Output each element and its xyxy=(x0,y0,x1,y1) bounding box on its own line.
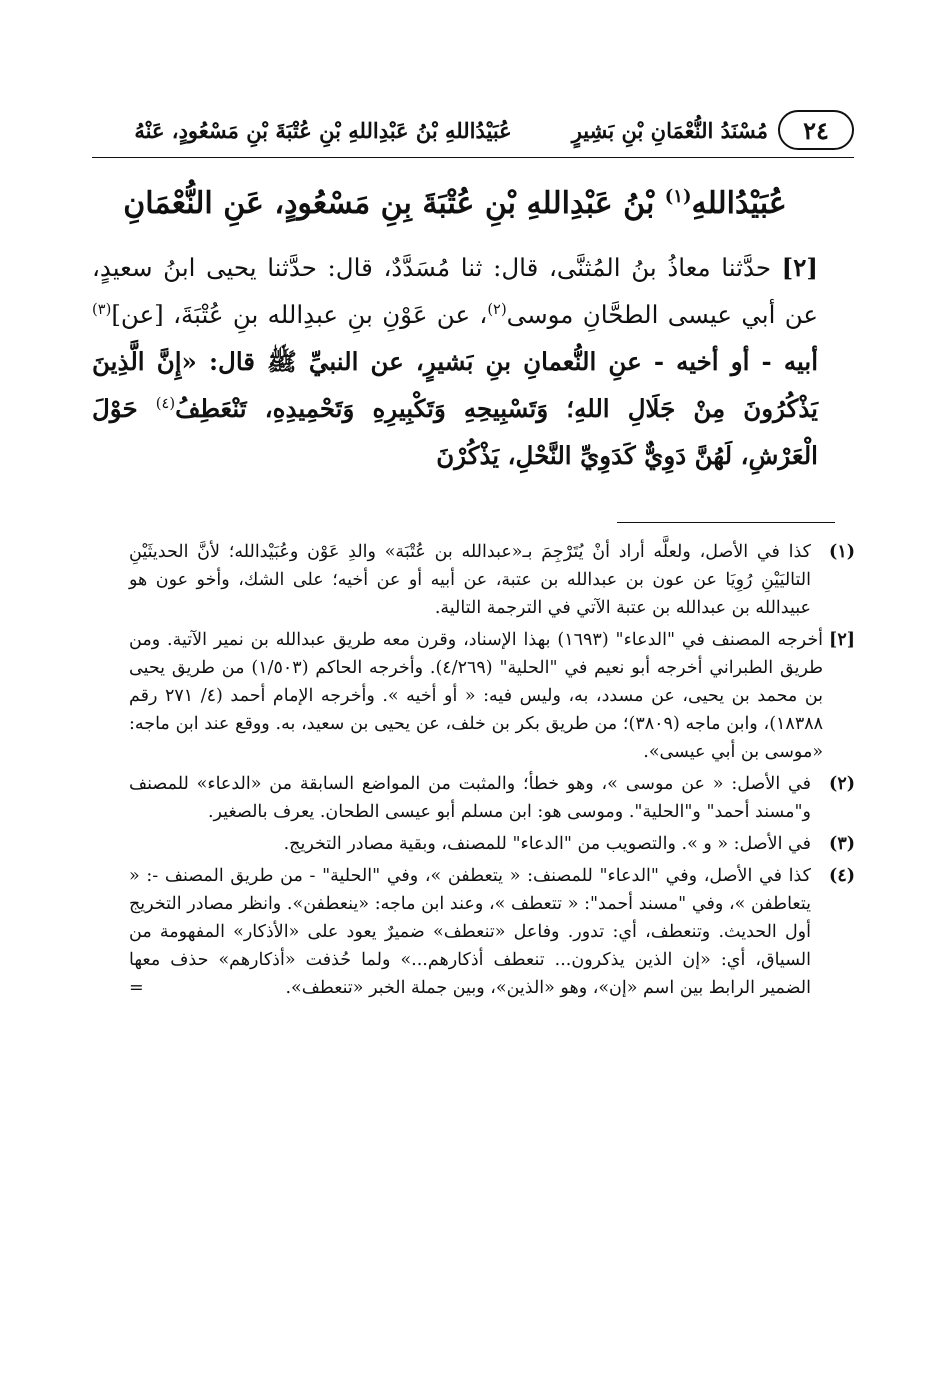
hadith-text-part-4: حَوْلَ الْعَرْشِ، لَهُنَّ دَوِيٌّ كَدَوِيِّ النَّحْلِ، يَذْكُرْنَ xyxy=(92,394,818,470)
hadith-text-part-2: ، عن عَوْنِ بنِ عبدِالله بنِ عُتْبَةَ، [عن] xyxy=(111,300,488,329)
footnote-4 xyxy=(129,862,855,1002)
running-header xyxy=(92,108,854,152)
footnote-text: في الأصل: « عن موسى »، وهو خطأ؛ والمثبت من المواضع السابقة من «الدعاء» للمصنف و"مسند أحمد" و"الحلية". وموسى هو: ابن مسلم أبو عيسى الطحان. يعرف بالصغير. xyxy=(129,774,811,822)
chapter-running-title: عُبَيْدُاللهِ بْنُ عَبْدِاللهِ بْنِ عُتْبَةَ بْنِ مَسْعُودٍ، عَنْهُ xyxy=(134,117,512,143)
chapter-title-part-a: عُبَيْدُاللهِ xyxy=(691,186,787,221)
footnote-ref-3[interactable]: (٣) xyxy=(92,300,112,318)
page-number: ٢٤ xyxy=(778,110,854,150)
footnote-number: (٣) xyxy=(829,834,855,854)
hadith-text xyxy=(92,244,818,479)
chapter-title-footnote-ref[interactable]: (١) xyxy=(664,186,692,207)
footnote-text-body: كذا في الأصل، وفي "الدعاء" للمصنف: « يتعطفن »، وفي "الحلية" - من طريق المصنف -: « يتعاطفن »، وفي "مسند أحمد": « تتعطف »، وعند ابن ماجه: «ينعطفن». وانظر مصادر التخريج أول الحديث. وتنعطف، أي: تدور. وفاعل «تنعطف» ضميرٌ يعود على «الأذكار» المفهومة من السياق، أي: «إن الذين يذكرون... تنعطف أذكارهم...» ولما حُذفت «أذكارهم» حذف معها الضمير الرابط بين اسم «إن»، وهو «الذين»، وبين جملة الخبر «تنعطف». xyxy=(129,866,811,998)
footnote-text: كذا في الأصل، ولعلَّه أراد أنْ يُتَرْجِمَ بـ«عبدالله بن عُتْبَة» والدِ عَوْن وعُبَيْدالله؛ لأنَّ الحديثَيْنِ التاليَيْنِ رُوِيَا عن عون بن عبدالله بن عتبة، عن أبيه أو عن أخيه؛ على الشك، وأخو عون هو عبيدالله بن عبدالله بن عتبة الآتي في الترجمة التالية. xyxy=(129,542,811,618)
footnote-3 xyxy=(129,830,855,858)
hadith-text-part-1: حدَّثنا معاذُ بنُ المُثنَّى، قال: ثنا مُسَدَّدٌ، قال: حدَّثنا يحيى ابنُ سعيدٍ، عن أبي عيسى الطحَّانِ موسى xyxy=(92,253,818,329)
footnote-number: (٤) xyxy=(829,866,855,886)
footnote-2 xyxy=(129,770,855,826)
footnote-1 xyxy=(129,538,855,622)
footnote-number: (١) xyxy=(829,542,855,562)
footnote-text xyxy=(129,862,811,1002)
footnote-number: (٢) xyxy=(829,774,855,794)
footnote-number: [٢] xyxy=(829,630,855,650)
footnote-divider xyxy=(617,522,835,523)
chapter-title xyxy=(92,180,818,228)
continuation-mark: = xyxy=(129,978,144,998)
chapter-title-part-b: بْنُ عَبْدِاللهِ بْنِ عُتْبَةَ بِنِ مَسْعُودٍ، عَنِ النُّعْمَانِ xyxy=(123,186,665,221)
footnote-text: في الأصل: « و ». والتصويب من "الدعاء" للمصنف، وبقية مصادر التخريج. xyxy=(283,834,811,854)
book-title: مُسْنَدُ النُّعْمَانِ بْنِ بَشِيرٍ xyxy=(571,117,768,143)
footnote-ref-4[interactable]: (٤) xyxy=(155,394,176,412)
hadith-number: [٢] xyxy=(781,253,818,282)
header-divider xyxy=(92,157,854,158)
main-text xyxy=(92,180,818,479)
footnote-ref-2[interactable]: (٢) xyxy=(487,300,507,318)
hadith-text-part-3: أبيه - أو أخيه - عنِ النُّعمانِ بنِ بَشيرٍ، عن النبيِّ ﷺ قال: «إِنَّ الَّذِينَ يَذْكُرُونَ مِنْ جَلَالِ اللهِ؛ وَتَسْبِيحِهِ وَتَكْبِيرِهِ وَتَحْمِيدِهِ، تَنْعَطِفُ xyxy=(92,347,818,423)
footnote-2-source xyxy=(129,626,855,766)
footnotes xyxy=(129,538,855,1006)
footnote-text: أخرجه المصنف في "الدعاء" (١٦٩٣) بهذا الإسناد، وقرن معه طريق عبدالله بن نمير الآتية. ومن طريق الطبراني أخرجه أبو نعيم في "الحلية" (٤/٢٦٩). وأخرجه الحاكم (١/٥٠٣) من طريق يحيى بن محمد بن يحيى، عن مسدد، به، وليس فيه: « أو أخيه ». وأخرجه الإمام أحمد (٤/ ٢٧١ رقم ١٨٣٨٨)، وابن ماجه (٣٨٠٩)؛ من طريق بكر بن خلف، عن يحيى بن سعيد، به. ووقع عند ابن ماجه: «موسى بن أبي عيسى». xyxy=(129,630,824,762)
